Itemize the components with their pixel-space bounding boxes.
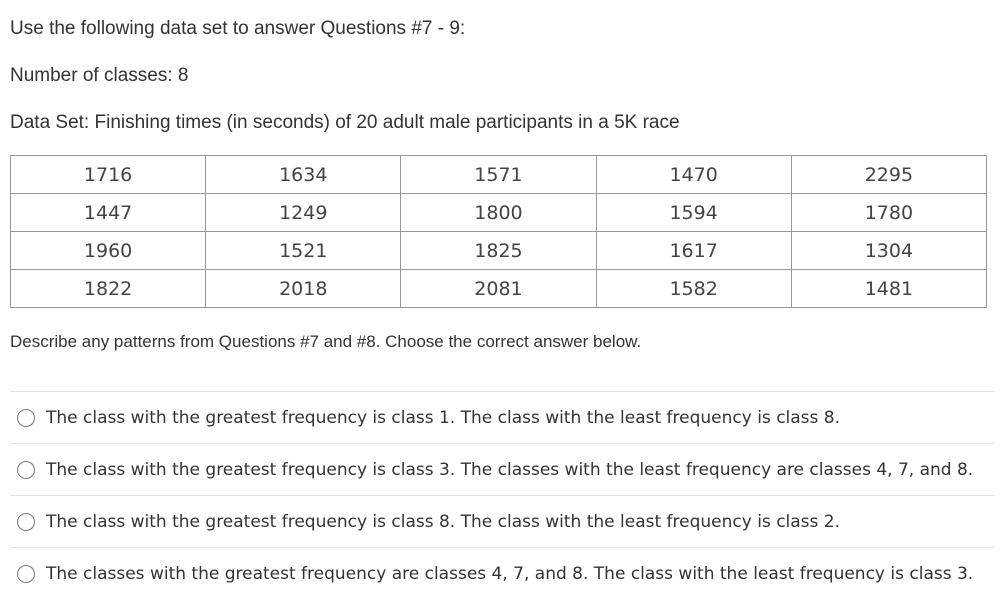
instructions-text: Use the following data set to answer Questions #7 - 9: [10, 18, 466, 39]
table-cell: 2018 [206, 270, 401, 308]
table-cell: 1617 [596, 232, 791, 270]
table-cell: 1716 [11, 156, 206, 194]
question-prompt: Describe any patterns from Questions #7 and #8. Choose the correct answer below. [10, 332, 642, 351]
number-of-classes-text: Number of classes: 8 [10, 65, 189, 86]
table-cell: 2081 [401, 270, 596, 308]
answer-option-label: The class with the greatest frequency is class 3. The classes with the least frequency are classes 4, 7, and 8. [46, 459, 974, 480]
table-row [11, 270, 987, 308]
table-row [11, 232, 987, 270]
table-cell: 1582 [596, 270, 791, 308]
table-cell: 1822 [11, 270, 206, 308]
table-cell: 1521 [206, 232, 401, 270]
radio-button-icon[interactable] [17, 565, 35, 583]
table-row [11, 194, 987, 232]
answer-option-label: The class with the greatest frequency is class 8. The class with the least frequency is class 2. [46, 511, 841, 532]
table-cell: 1634 [206, 156, 401, 194]
answer-option-label: The classes with the greatest frequency are classes 4, 7, and 8. The class with the least frequency is class 3. [46, 563, 974, 584]
table-cell: 1571 [401, 156, 596, 194]
table-cell: 1470 [596, 156, 791, 194]
table-cell: 1780 [791, 194, 986, 232]
table-cell: 1800 [401, 194, 596, 232]
table-cell: 1481 [791, 270, 986, 308]
data-table [10, 155, 987, 308]
answer-option-b[interactable] [10, 443, 995, 495]
table-cell: 1960 [11, 232, 206, 270]
radio-button-icon[interactable] [17, 409, 35, 427]
table-cell: 1249 [206, 194, 401, 232]
table-cell: 1304 [791, 232, 986, 270]
data-set-title: Data Set: Finishing times (in seconds) of 20 adult male participants in a 5K race [10, 112, 680, 133]
answer-option-c[interactable] [10, 495, 995, 547]
answer-option-label: The class with the greatest frequency is class 1. The class with the least frequency is class 8. [46, 407, 841, 428]
table-cell: 1447 [11, 194, 206, 232]
answer-option-a[interactable] [10, 391, 995, 443]
table-cell: 1594 [596, 194, 791, 232]
table-cell: 2295 [791, 156, 986, 194]
answer-option-d[interactable] [10, 547, 995, 599]
radio-button-icon[interactable] [17, 513, 35, 531]
radio-button-icon[interactable] [17, 461, 35, 479]
table-row [11, 156, 987, 194]
answer-options [10, 391, 995, 599]
table-cell: 1825 [401, 232, 596, 270]
